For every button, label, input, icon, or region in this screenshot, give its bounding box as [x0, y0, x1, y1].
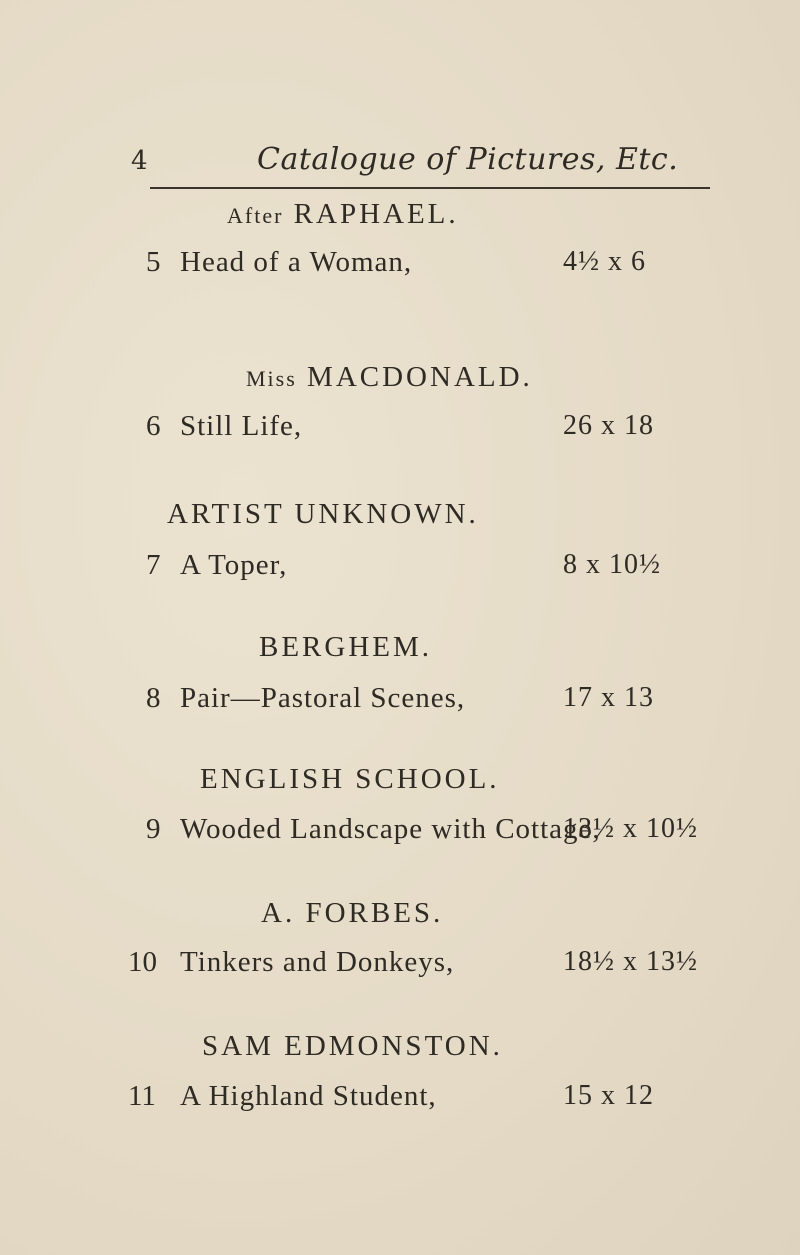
artist-name: BERGHEM. — [259, 631, 433, 663]
artist-name: ENGLISH SCHOOL. — [200, 763, 500, 795]
entry-dimensions: 17 x 13 — [563, 682, 654, 713]
page-number: 4 — [131, 146, 148, 176]
entry-number: 10 — [128, 946, 157, 978]
entry-number: 5 — [146, 246, 161, 278]
entry-dimensions: 13½ x 10½ — [563, 813, 698, 844]
entry-title: A Highland Student, — [180, 1080, 437, 1112]
catalogue-entry — [0, 549, 800, 589]
artist-name: A. FORBES. — [261, 897, 444, 929]
entry-number: 9 — [146, 813, 161, 845]
artist-heading — [0, 361, 800, 394]
artist-name: ARTIST UNKNOWN. — [167, 498, 479, 530]
artist-heading — [0, 1030, 800, 1063]
entry-title: Tinkers and Donkeys, — [180, 946, 455, 978]
artist-heading — [0, 897, 800, 930]
entry-number: 7 — [146, 549, 161, 581]
running-title: Catalogue of Pictures, Etc. — [257, 142, 679, 177]
entry-title: A Toper, — [180, 549, 288, 581]
catalogue-entry — [0, 410, 800, 450]
entry-dimensions: 26 x 18 — [563, 410, 654, 441]
entry-dimensions: 4½ x 6 — [563, 246, 646, 277]
entry-dimensions: 8 x 10½ — [563, 549, 661, 580]
catalogue-entry — [0, 813, 800, 853]
entry-number: 8 — [146, 682, 161, 714]
header-rule — [150, 187, 710, 189]
artist-heading — [0, 763, 800, 796]
artist-name: RAPHAEL. — [293, 198, 459, 230]
entry-dimensions: 15 x 12 — [563, 1080, 654, 1111]
entry-title: Still Life, — [180, 410, 303, 442]
entry-title: Pair—Pastoral Scenes, — [180, 682, 466, 714]
catalogue-entry — [0, 682, 800, 722]
artist-heading — [0, 198, 800, 231]
artist-name: SAM EDMONSTON. — [202, 1030, 503, 1062]
entry-number: 6 — [146, 410, 161, 442]
catalogue-entry — [0, 1080, 800, 1120]
artist-heading — [0, 498, 800, 531]
artist-name: MACDONALD. — [307, 361, 533, 393]
entry-number: 11 — [128, 1080, 156, 1112]
artist-prefix: Miss — [246, 366, 297, 391]
catalogue-entry — [0, 946, 800, 986]
catalogue-entry — [0, 246, 800, 286]
artist-heading — [0, 631, 800, 664]
artist-prefix: After — [227, 203, 284, 228]
entry-title: Wooded Landscape with Cottage, — [180, 813, 601, 845]
entry-dimensions: 18½ x 13½ — [563, 946, 698, 977]
page-header — [0, 142, 800, 192]
entry-title: Head of a Woman, — [180, 246, 413, 278]
